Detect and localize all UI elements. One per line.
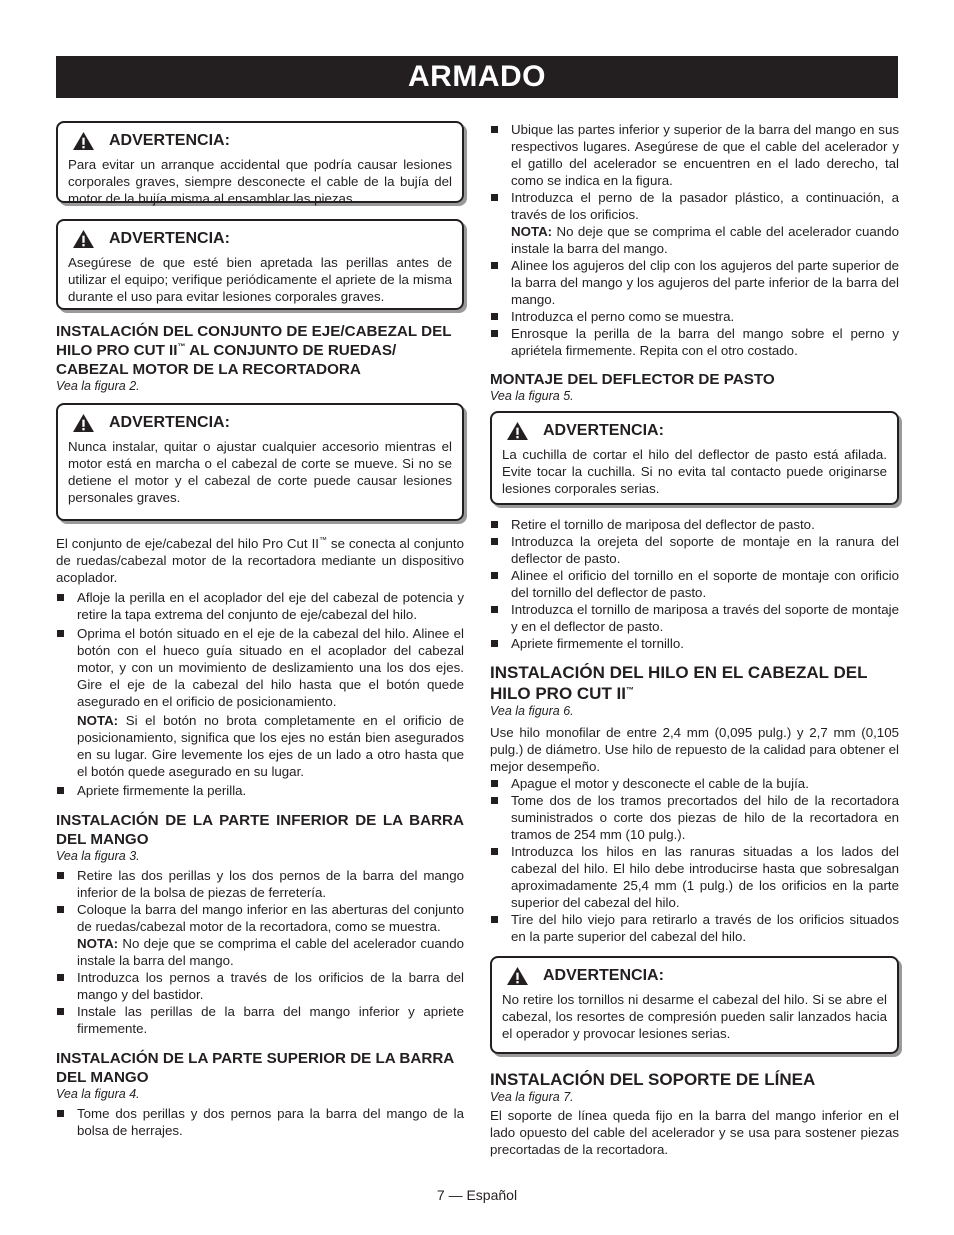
warning-icon [506, 966, 529, 986]
warning-text: Asegúrese de que esté bien apretada las perillas antes de utilizar el equipo; verifique periódicamente el apriete de la misma durante el uso para evitar lesiones corporales graves. [68, 255, 452, 304]
paragraph: Use hilo monofilar de entre 2,4 mm (0,095 pulg.) y 2,7 mm (0,105 pulg.) de diámetro. Use hilo de repuesto de la calidad para obtener el mejor desempeño. [490, 725, 899, 774]
section-heading: INSTALACIÓN DEL HILO EN EL CABEZAL DEL HILO PRO CUT II™ [490, 663, 868, 703]
section-heading: INSTALACIÓN DE LA PARTE SUPERIOR DE LA BARRA DEL MANGO [56, 1050, 454, 1086]
warning-box [490, 411, 899, 505]
warning-box [56, 403, 464, 521]
list-item: Apriete firmemente el tornillo. [490, 635, 899, 652]
list-item: Tome dos perillas y dos pernos para la barra del mango de la bolsa de herrajes. [56, 1105, 464, 1139]
bullet-list [490, 775, 899, 945]
section-heading: INSTALACIÓN DEL SOPORTE DE LÍNEA [490, 1070, 816, 1089]
warning-title: ADVERTENCIA: [543, 967, 664, 984]
list-item: Ubique las partes inferior y superior de la barra del mango en sus respectivos lugares. Asegúrese de que el cable del acelerador y el gatillo del acelerador se encuentren en el lado derecho, tal como se indica en la figura. [490, 121, 899, 189]
list-item: Apriete firmemente la perilla. [56, 782, 464, 799]
warning-title: ADVERTENCIA: [543, 422, 664, 439]
list-item: Retire las dos perillas y los dos pernos de la barra del mango inferior de la bolsa de piezas de ferretería. [56, 867, 464, 901]
bullet-list [56, 867, 464, 935]
list-item: Retire el tornillo de mariposa del deflector de pasto. [490, 516, 899, 533]
right-column [490, 121, 899, 1158]
warning-icon [72, 413, 95, 433]
figure-reference: Vea la figura 2. [56, 379, 140, 393]
warning-text: No retire los tornillos ni desarme el cabezal del hilo. Si se abre el cabezal, los resortes de compresión pueden salir lanzados hacia el operador y provocar lesiones serias. [502, 992, 887, 1041]
list-item: Alinee los agujeros del clip con los agujeros del parte superior de la barra del mango y los agujeros del parte inferior de la barra del mango. [490, 257, 899, 308]
warning-text: La cuchilla de cortar el hilo del deflector de pasto está afilada. Evite tocar la cuchilla. Si no evita tal contacto puede originarse lesiones corporales serias. [502, 447, 887, 496]
left-column [56, 121, 464, 1139]
figure-reference: Vea la figura 4. [56, 1087, 140, 1101]
list-item: Alinee el orificio del tornillo en el soporte de montaje con orificio del tornillo del deflector de pasto. [490, 567, 899, 601]
warning-icon [72, 131, 95, 151]
bullet-list [56, 969, 464, 1037]
list-item: Apague el motor y desconecte el cable de la bujía. [490, 775, 899, 792]
warning-title: ADVERTENCIA: [109, 414, 230, 431]
figure-reference: Vea la figura 3. [56, 849, 140, 863]
warning-box [56, 121, 464, 206]
paragraph: El conjunto de eje/cabezal del hilo Pro Cut II™ se conecta al conjunto de ruedas/cabezal motor de la recortadora mediante un dispositivo acoplador. [56, 535, 464, 585]
bullet-list [56, 782, 464, 799]
bullet-list [56, 1105, 464, 1139]
list-item: Afloje la perilla en el acoplador del eje del cabezal de potencia y retire la tapa extrema del conjunto de eje/cabezal del hilo. [56, 589, 464, 623]
section-heading: MONTAJE DEL DEFLECTOR DE PASTO [490, 371, 775, 388]
list-item: Introduzca los hilos en las ranuras situadas a los lados del cabezal del hilo. El hilo debe introducirse hasta que sobresalgan aproximadamente 25,4 mm (1 pulg.) de los orificios en la parte superior del cabezal del hilo. [490, 843, 899, 911]
warning-box [56, 219, 464, 310]
warning-title: ADVERTENCIA: [109, 230, 230, 247]
figure-reference: Vea la figura 6. [490, 704, 574, 718]
section-heading: INSTALACIÓN DE LA PARTE INFERIOR DE LA BARRA DEL MANGO [56, 812, 464, 848]
bullet-list [490, 121, 899, 223]
warning-box [490, 956, 899, 1054]
list-item: Oprima el botón situado en el eje de la cabezal del hilo. Alinee el botón con el hueco guía situado en el acoplador del cabezal motor, y con un movimiento de deslizamiento una los dos ejes. Gire el eje de la cabezal del hilo hasta que el botón quede asegurado en el orificio de posicionamiento. [56, 625, 464, 710]
note: NOTA: No deje que se comprima el cable del acelerador cuando instale la barra del mango. [511, 224, 899, 256]
list-item: Introduzca los pernos a través de los orificios de la barra del mango y del bastidor. [56, 969, 464, 1003]
section-heading: INSTALACIÓN DEL CONJUNTO DE EJE/CABEZAL DEL HILO PRO CUT II™ AL CONJUNTO DE RUEDAS/ CABEZAL MOTOR DE LA RECORTADORA [56, 323, 452, 378]
warning-text: Nunca instalar, quitar o ajustar cualquier accesorio mientras el motor está en marcha o el cabezal de corte se mueve. Si no se detiene el motor y el cabezal de corte puede causar lesiones personales graves. [68, 439, 452, 505]
list-item: Introduzca el perno como se muestra. [490, 308, 899, 325]
figure-reference: Vea la figura 5. [490, 389, 574, 403]
paragraph: El soporte de línea queda fijo en la barra del mango inferior en el lado opuesto del cable del acelerador y se usa para sostener piezas precortadas de la recortadora. [490, 1108, 899, 1157]
figure-reference: Vea la figura 7. [490, 1090, 574, 1104]
warning-icon [506, 421, 529, 441]
list-item: Introduzca la orejeta del soporte de montaje en la ranura del deflector de pasto. [490, 533, 899, 567]
page-footer: 7 — Español [436, 1187, 518, 1203]
list-item: Tire del hilo viejo para retirarlo a través de los orificios situados en la parte superior del cabezal del hilo. [490, 911, 899, 945]
warning-title: ADVERTENCIA: [109, 132, 230, 149]
warning-text: Para evitar un arranque accidental que podría causar lesiones corporales graves, siempre desconecte el cable de la bujía del motor de la bujía misma al ensamblar las piezas. [68, 157, 452, 206]
bullet-list [490, 257, 899, 359]
list-item: Instale las perillas de la barra del mango inferior y apriete firmemente. [56, 1003, 464, 1037]
page-title: ARMADO [56, 56, 898, 98]
list-item: Enrosque la perilla de la barra del mango sobre el perno y apriétela firmemente. Repita con el otro costado. [490, 325, 899, 359]
list-item: Introduzca el tornillo de mariposa a través del soporte de montaje y en el deflector de pasto. [490, 601, 899, 635]
bullet-list [56, 589, 464, 710]
bullet-list [490, 516, 899, 652]
list-item: Tome dos de los tramos precortados del hilo de la recortadora suministrados o corte dos piezas de hilo de la recortadora en tramos de 254 mm (10 pulg.). [490, 792, 899, 843]
note: NOTA: Si el botón no brota completamente en el orificio de posicionamiento, significa que los ejes no están bien asegurados en su lugar. Gire levemente los ejes de un lado a otro hasta que el botón quede asegurado en su lugar. [77, 713, 464, 779]
note: NOTA: No deje que se comprima el cable del acelerador cuando instale la barra del mango. [77, 936, 464, 968]
warning-icon [72, 229, 95, 249]
list-item: Introduzca el perno de la pasador plástico, a continuación, a través de los orificios. [490, 189, 899, 223]
list-item: Coloque la barra del mango inferior en las aberturas del conjunto de ruedas/cabezal motor de la recortadora, como se muestra. [56, 901, 464, 935]
